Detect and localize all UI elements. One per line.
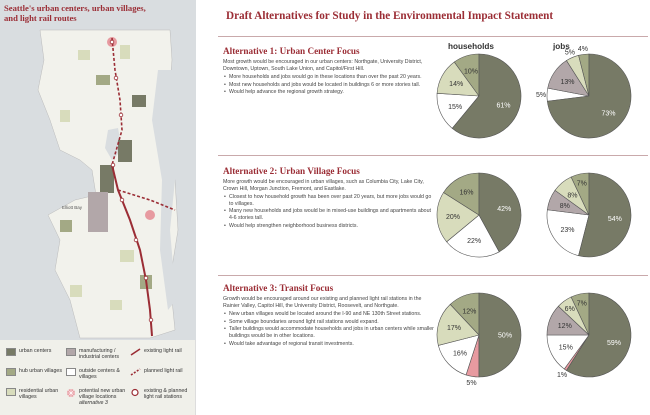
- bullet-item: • More households and jobs would go in these locations than over the past 20 years.: [223, 74, 437, 81]
- pie-label: 50%: [498, 332, 513, 340]
- jobs-column-header: jobs: [553, 42, 570, 51]
- legend-label: manufacturing / industrial centers: [79, 348, 120, 360]
- map-place-label: Elliott Bay: [62, 205, 83, 210]
- pie-label: 8%: [559, 202, 570, 210]
- pie-label: 16%: [453, 350, 468, 358]
- bullet-item: • New urban villages would be located around the I-90 and NE 130th Street stations.: [223, 311, 437, 318]
- map-title-line1: Seattle's urban centers, urban villages,: [4, 3, 146, 13]
- legend-label: potential new urban village locations: [79, 388, 126, 400]
- pie-label: 13%: [560, 78, 575, 86]
- pie-label: 6%: [564, 306, 575, 313]
- legend-sublabel: alternative 3: [79, 400, 108, 406]
- pie-label: 1%: [556, 372, 568, 380]
- pie-label: 22%: [467, 238, 482, 246]
- pie-chart-jobs-2: [547, 173, 631, 257]
- legend-label: residential urban villages: [19, 388, 59, 400]
- pie-label: 10%: [463, 68, 478, 76]
- legend-label: urban centers: [19, 348, 52, 354]
- pie-label: 73%: [601, 110, 616, 118]
- pie-label: 17%: [446, 325, 461, 333]
- pie-label: 15%: [448, 103, 463, 111]
- bullet-item: • Closest to how household growth has been over past 20 years, but more jobs would go to villages.: [223, 194, 437, 207]
- pie-chart-households-1: [437, 54, 521, 138]
- bullet-item: • Many new households and jobs would be in mixed-use buildings and apartments about 4-6 stories tall.: [223, 208, 437, 221]
- pie-label: 16%: [459, 189, 474, 197]
- households-column-header: households: [448, 42, 494, 51]
- alternative-title: Alternative 1: Urban Center Focus: [223, 46, 360, 56]
- pie-label: 5%: [564, 49, 576, 57]
- pie-label: 15%: [558, 344, 573, 352]
- pie-chart-jobs-3: [547, 293, 631, 379]
- pie-label: 61%: [496, 102, 511, 110]
- legend-label: existing & planned light rail stations: [144, 388, 188, 400]
- pie-chart-households-2: [437, 173, 521, 257]
- pie-label: 7%: [576, 300, 587, 308]
- pie-label: 4%: [577, 45, 589, 53]
- page-title: Draft Alternatives for Study in the Environmental Impact Statement: [226, 10, 554, 22]
- pie-label: 5%: [535, 91, 547, 99]
- legend-label: existing light rail: [144, 348, 182, 354]
- alternative-title: Alternative 2: Urban Village Focus: [223, 166, 360, 176]
- bullet-item: • Most new households and jobs would be located in buildings 6 or more stories tall.: [223, 82, 437, 89]
- pie-chart-households-3: [437, 293, 521, 387]
- legend-label: planned light rail: [144, 368, 183, 374]
- bullet-item: • Taller buildings would accommodate households and jobs in urban centers while smaller buildings would be in other locations.: [223, 326, 437, 339]
- alternative-intro: Growth would be encouraged around our existing and planned light rail stations in the Rainier Valley, Capitol Hill, the University District, Roosevelt, and Northgate.: [223, 296, 422, 309]
- bullet-item: • Would help advance the regional growth strategy.: [223, 89, 437, 96]
- bullet-item: • Would take advantage of regional transit investments.: [223, 341, 437, 348]
- pie-chart-jobs-1: [536, 46, 631, 138]
- pie-label: 59%: [607, 339, 622, 347]
- pie-label: 7%: [576, 180, 587, 188]
- pie-label: 23%: [560, 227, 575, 235]
- bullet-item: • Some village boundaries around light rail stations would expand.: [223, 319, 437, 326]
- pie-label: 12%: [557, 322, 572, 330]
- alternative-intro: Most growth would be encouraged in our urban centers: Northgate, University District, Downtown, Uptown, South Lake Union, and Capitol/First Hill.: [223, 59, 423, 72]
- alternative-intro: More growth would be encouraged in urban villages, such as Columbia City, Lake City, Crown Hill, Morgan Junction, Fremont, and Eastlake.: [223, 179, 424, 192]
- pie-label: 54%: [607, 215, 622, 223]
- bullet-item: • Would help strengthen neighborhood business districts.: [223, 223, 437, 230]
- pie-label: 14%: [449, 80, 464, 88]
- legend-label: outside centers & villages: [79, 368, 120, 380]
- map-title-line2: and light rail routes: [4, 13, 77, 23]
- alternative-title: Alternative 3: Transit Focus: [223, 283, 334, 293]
- legend-label: hub urban villages: [19, 368, 62, 374]
- pie-label: 42%: [497, 206, 512, 214]
- pie-label: 12%: [462, 308, 477, 316]
- pie-label: 8%: [567, 192, 578, 200]
- pie-label: 20%: [446, 214, 461, 222]
- pie-label: 5%: [466, 379, 477, 387]
